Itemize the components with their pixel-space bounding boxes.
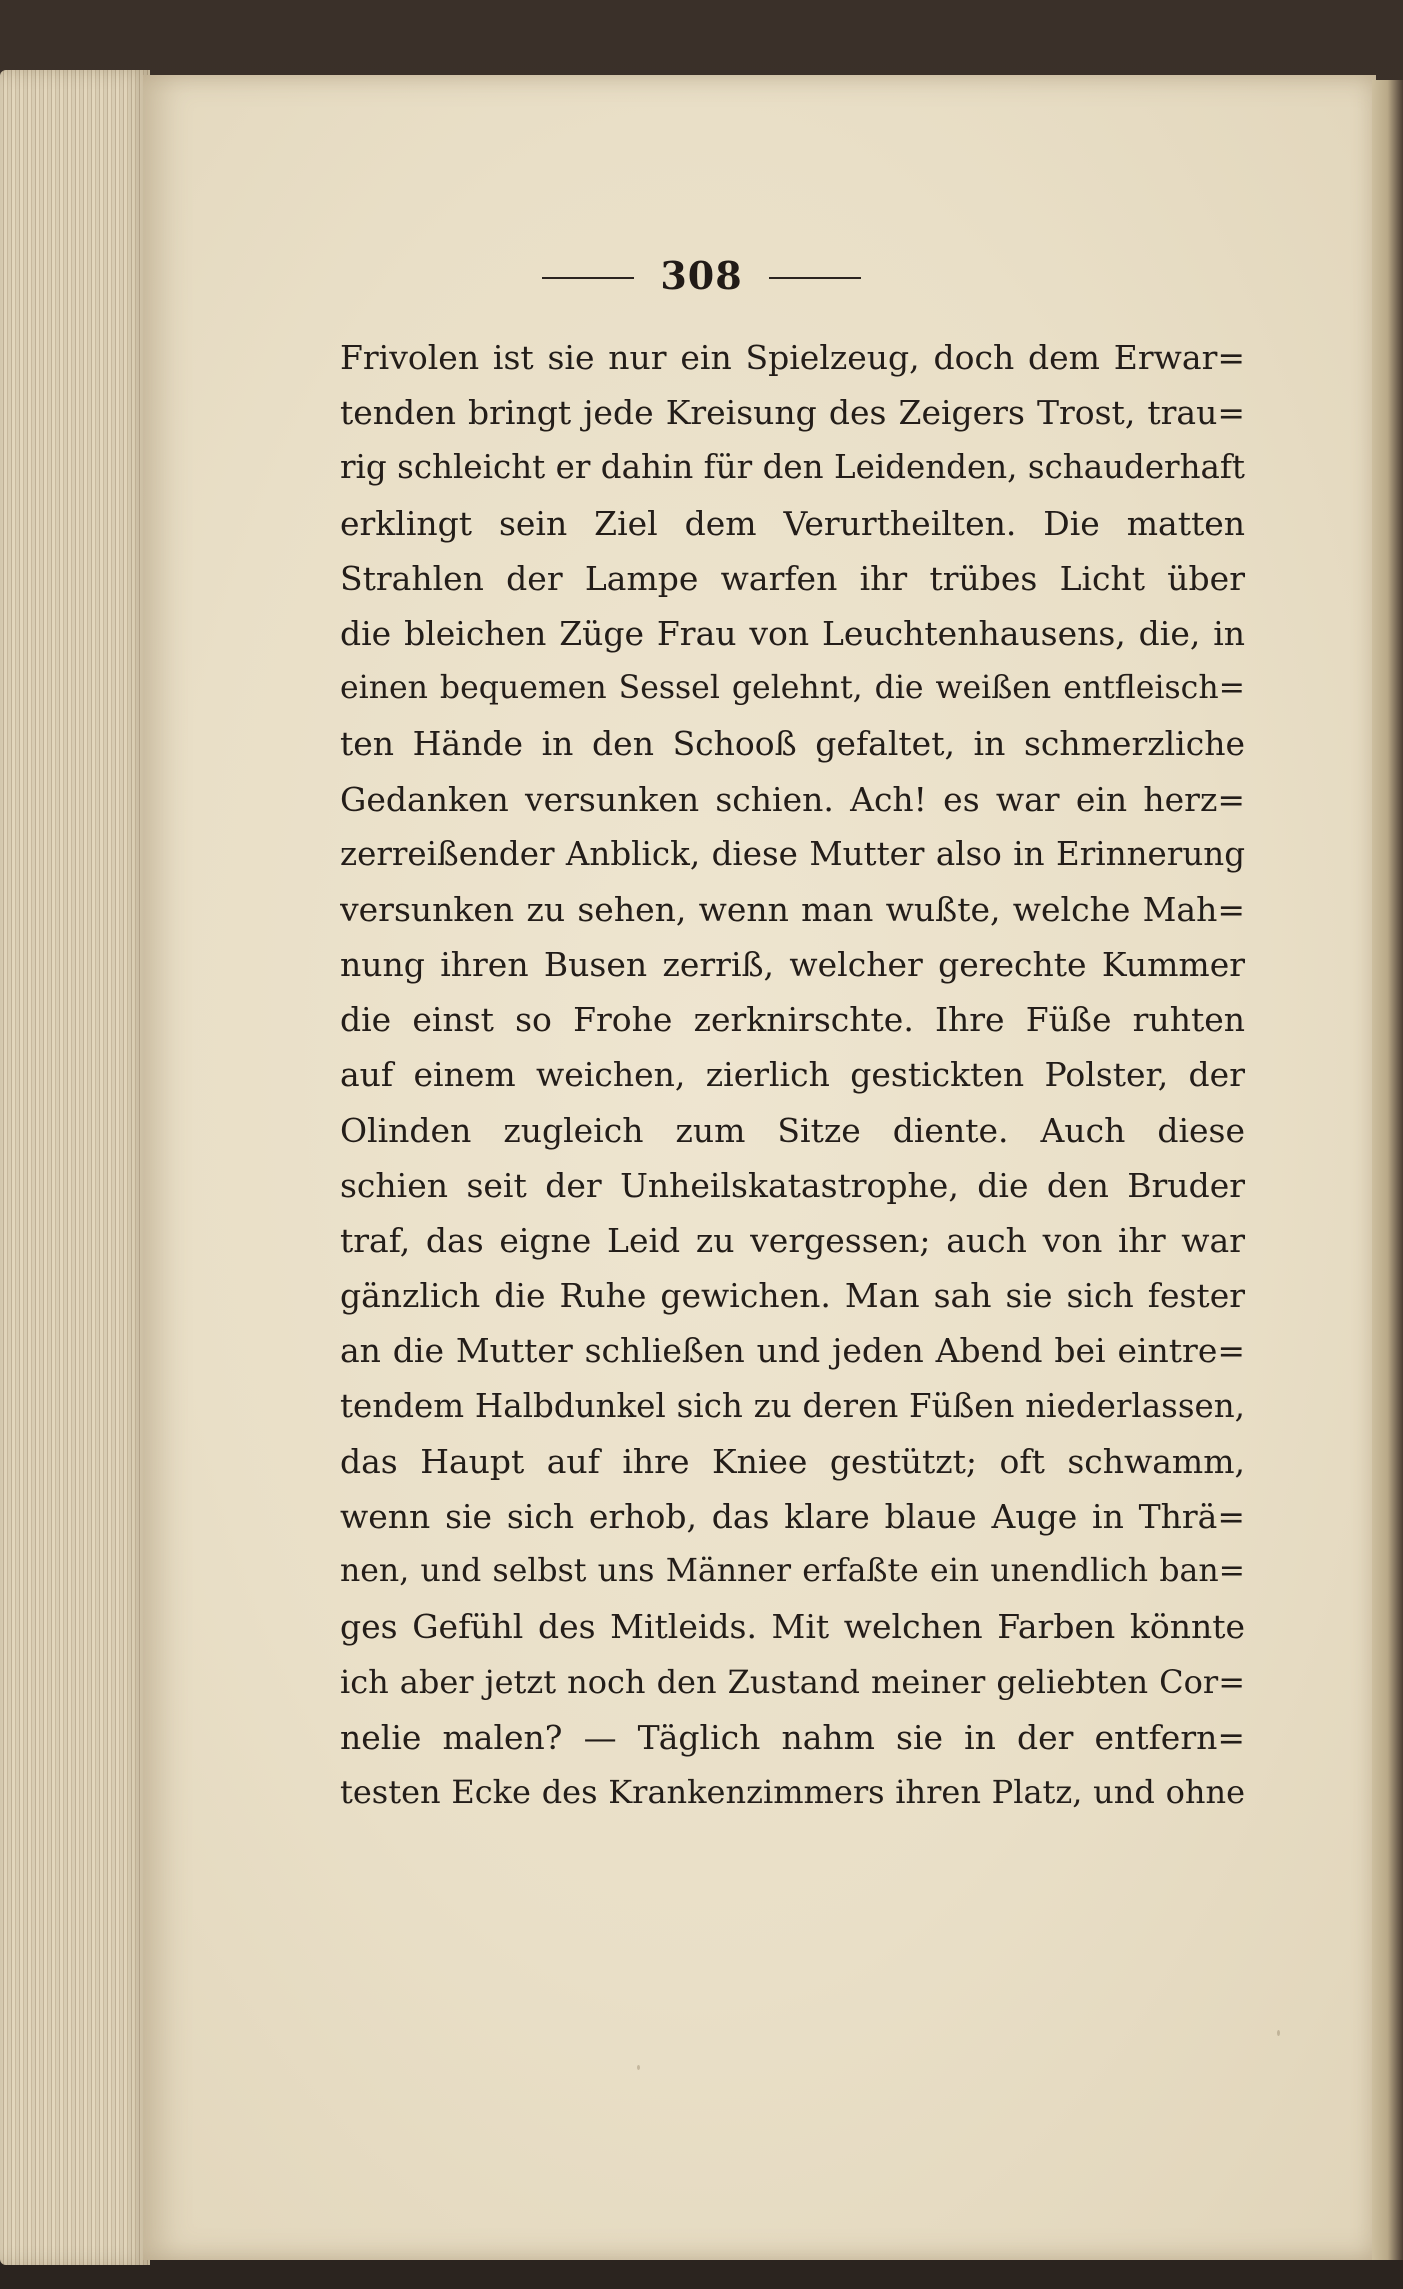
book-right-edge bbox=[1372, 80, 1403, 2260]
text-line: die bleichen Züge Frau von Leuchtenhausens, die, in bbox=[340, 613, 1245, 653]
text-line: ich aber jetzt noch den Zustand meiner geliebten Cor= bbox=[340, 1662, 1245, 1701]
text-line: traf, das eigne Leid zu vergessen; auch von ihr war bbox=[340, 1221, 1245, 1260]
text-line: nen, und selbst uns Männer erfaßte ein unendlich ban= bbox=[340, 1553, 1245, 1590]
text-line: gänzlich die Ruhe gewichen. Man sah sie sich fester bbox=[340, 1276, 1245, 1316]
text-line: tenden bringt jede Kreisung des Zeigers Trost, trau= bbox=[340, 393, 1245, 433]
header-rule-right bbox=[769, 277, 861, 279]
text-line: Olinden zugleich zum Sitze diente. Auch diese bbox=[340, 1110, 1245, 1150]
paper-speck bbox=[637, 2065, 640, 2070]
text-line: Gedanken versunken schien. Ach! es war ein herz= bbox=[340, 779, 1245, 819]
text-line: Frivolen ist sie nur ein Spielzeug, doch dem Erwar= bbox=[340, 338, 1245, 377]
text-line: Strahlen der Lampe warfen ihr trübes Licht über bbox=[340, 558, 1245, 598]
page-header bbox=[0, 245, 1403, 305]
text-line: rig schleicht er dahin für den Leidenden, schauderhaft bbox=[340, 448, 1245, 487]
text-line: die einst so Frohe zerknirschte. Ihre Füße ruhten bbox=[340, 1000, 1245, 1040]
page-number: 308 bbox=[660, 252, 743, 298]
body-text bbox=[340, 330, 1245, 1820]
text-line: ges Gefühl des Mitleids. Mit welchen Farben könnte bbox=[340, 1607, 1245, 1647]
text-line: ten Hände in den Schooß gefaltet, in schmerzliche bbox=[340, 724, 1245, 764]
text-line: testen Ecke des Krankenzimmers ihren Platz, und ohne bbox=[340, 1772, 1245, 1811]
text-line: erklingt sein Ziel dem Verurtheilten. Die matten bbox=[340, 503, 1245, 543]
header-rule-left bbox=[542, 277, 634, 279]
text-line: tendem Halbdunkel sich zu deren Füßen niederlassen, bbox=[340, 1386, 1245, 1425]
text-line: wenn sie sich erhob, das klare blaue Auge in Thrä= bbox=[340, 1496, 1245, 1536]
text-line: das Haupt auf ihre Kniee gestützt; oft schwamm, bbox=[340, 1441, 1245, 1481]
page-edges bbox=[0, 70, 150, 2265]
text-line: zerreißender Anblick, diese Mutter also in Erinnerung bbox=[340, 834, 1245, 873]
text-line: nelie malen? — Täglich nahm sie in der entfern= bbox=[340, 1717, 1245, 1757]
paper-speck bbox=[1277, 2030, 1280, 2036]
text-line: an die Mutter schließen und jeden Abend bei eintre= bbox=[340, 1331, 1245, 1371]
text-line: versunken zu sehen, wenn man wußte, welche Mah= bbox=[340, 889, 1245, 929]
text-line: einen bequemen Sessel gelehnt, die weißen entfleisch= bbox=[340, 670, 1245, 707]
text-line: schien seit der Unheilskatastrophe, die den Bruder bbox=[340, 1165, 1245, 1205]
text-line: nung ihren Busen zerriß, welcher gerechte Kummer bbox=[340, 945, 1245, 985]
text-line: auf einem weichen, zierlich gestickten Polster, der bbox=[340, 1055, 1245, 1095]
